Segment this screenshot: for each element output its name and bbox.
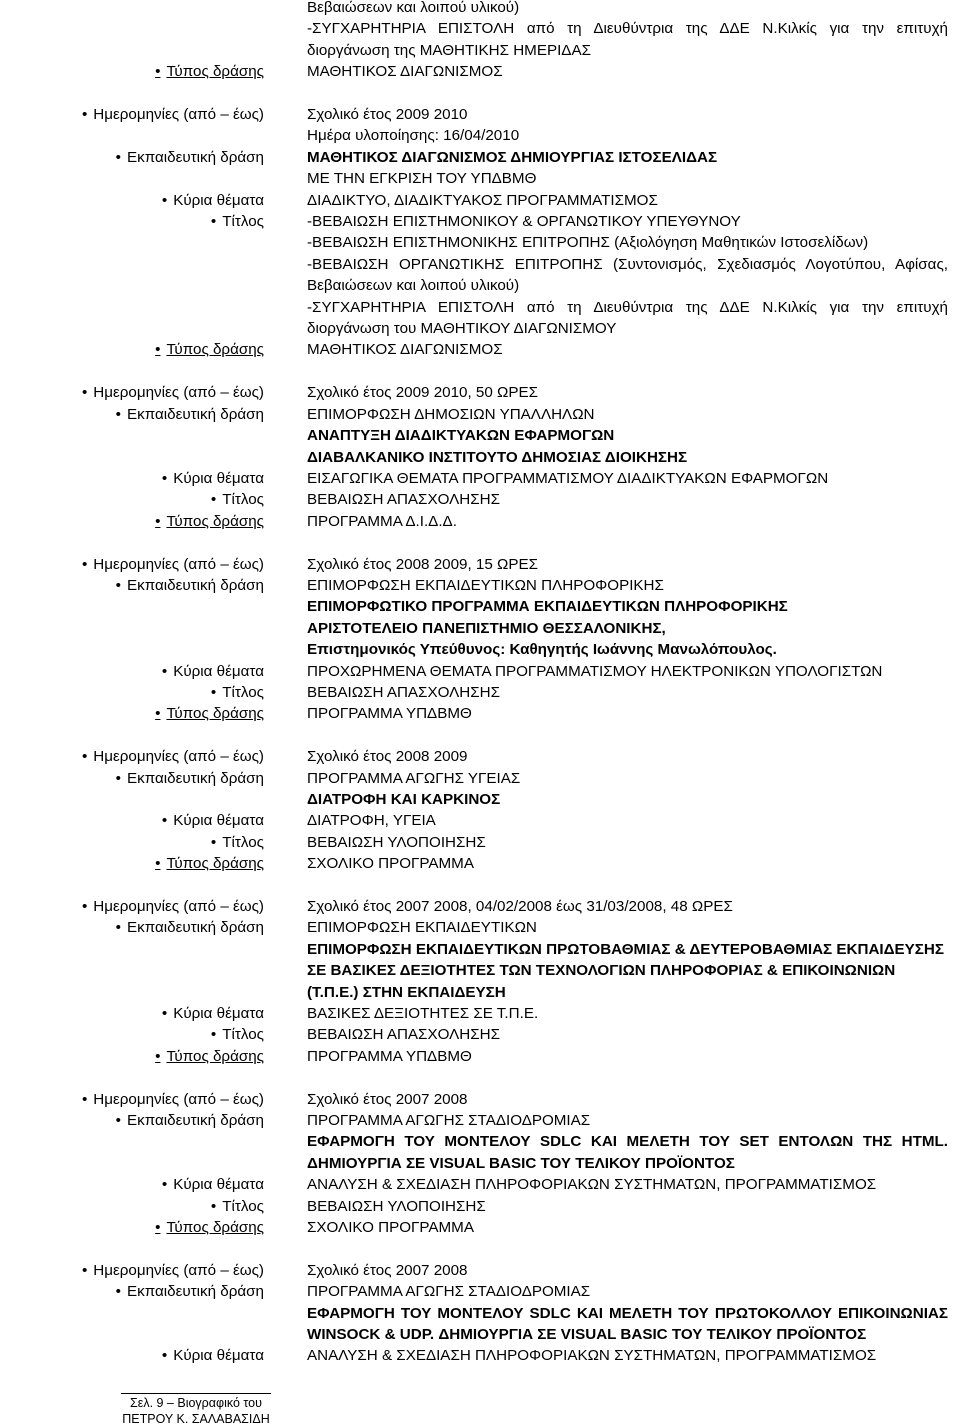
title-label: • Τίτλος: [0, 1196, 264, 1217]
entry-7-dates-value: Σχολικό έτος 2007 2008: [307, 1260, 948, 1281]
topics-label: • Κύρια θέματα: [0, 190, 264, 211]
activity-label: • Εκπαιδευτική δράση: [0, 404, 264, 425]
title-label: • Τίτλος: [0, 489, 264, 510]
activity-label: • Εκπαιδευτική δράση: [0, 917, 264, 938]
entry-5-topics: ΒΑΣΙΚΕΣ ΔΕΞΙΟΤΗΤΕΣ ΣΕ Τ.Π.Ε.: [307, 1003, 948, 1024]
entry-2-topics: ΕΙΣΑΓΩΓΙΚΑ ΘΕΜΑΤΑ ΠΡΟΓΡΑΜΜΑΤΙΣΜΟΥ ΔΙΑΔΙΚΤΥΑΚΩΝ ΕΦΑΡΜΟΓΩΝ: [307, 468, 948, 489]
entry-1-activity: ΜΑΘΗΤΙΚΟΣ ΔΙΑΓΩΝΙΣΜΟΣ ΔΗΜΙΟΥΡΓΙΑΣ ΙΣΤΟΣΕΛΙΔΑΣ: [307, 147, 948, 168]
entry-1-dates: [0, 104, 960, 125]
entry-3-dates: [0, 554, 960, 575]
dates-label: • Ημερομηνίες (από – έως): [0, 746, 264, 767]
entry-1-title-4: -ΣΥΓΧΑΡΗΤΗΡΙΑ ΕΠΙΣΤΟΛΗ από τη Διευθύντρια της ΔΔΕ Ν.Κιλκίς για την επιτυχή διοργάνωση του ΜΑΘΗΤΙΚΟΥ ΔΙΑΓΩΝΙΣΜΟΥ: [307, 297, 948, 340]
type-label: • Τύπος δράσης: [0, 61, 264, 82]
title-label: • Τίτλος: [0, 211, 264, 232]
entry-3-topics: ΠΡΟΧΩΡΗΜΕΝΑ ΘΕΜΑΤΑ ΠΡΟΓΡΑΜΜΑΤΙΣΜΟΥ ΗΛΕΚΤΡΟΝΙΚΩΝ ΥΠΟΛΟΓΙΣΤΩΝ: [307, 661, 948, 682]
activity-label: • Εκπαιδευτική δράση: [0, 147, 264, 168]
entry-6-topics: ΑΝΑΛΥΣΗ & ΣΧΕΔΙΑΣΗ ΠΛΗΡΟΦΟΡΙΑΚΩΝ ΣΥΣΤΗΜΑΤΩΝ, ΠΡΟΓΡΑΜΜΑΤΙΣΜΟΣ: [307, 1174, 948, 1195]
entry-4-activity: ΠΡΟΓΡΑΜΜΑ ΑΓΩΓΗΣ ΥΓΕΙΑΣ: [307, 768, 948, 789]
entry-1-title-3: -ΒΕΒΑΙΩΣΗ ΟΡΓΑΝΩΤΙΚΗΣ ΕΠΙΤΡΟΠΗΣ (Συντονισμός, Σχεδιασμός Λογοτύπου, Αφίσας, Βεβαιώσεων και λοιπού υλικού): [307, 254, 948, 297]
entry-3-activity-3: ΑΡΙΣΤΟΤΕΛΕΙΟ ΠΑΝΕΠΙΣΤΗΜΙΟ ΘΕΣΣΑΛΟΝΙΚΗΣ,: [307, 618, 948, 639]
top-type-value: ΜΑΘΗΤΙΚΟΣ ΔΙΑΓΩΝΙΣΜΟΣ: [307, 61, 948, 82]
entry-6-type: ΣΧΟΛΙΚΟ ΠΡΟΓΡΑΜΜΑ: [307, 1217, 948, 1238]
dates-label: • Ημερομηνίες (από – έως): [0, 554, 264, 575]
dates-label: • Ημερομηνίες (από – έως): [0, 896, 264, 917]
entry-7-topics: ΑΝΑΛΥΣΗ & ΣΧΕΔΙΑΣΗ ΠΛΗΡΟΦΟΡΙΑΚΩΝ ΣΥΣΤΗΜΑΤΩΝ, ΠΡΟΓΡΑΜΜΑΤΙΣΜΟΣ: [307, 1345, 948, 1366]
topics-label: • Κύρια θέματα: [0, 1345, 264, 1366]
entry-6-dates-value: Σχολικό έτος 2007 2008: [307, 1089, 948, 1110]
entry-2-dates-value: Σχολικό έτος 2009 2010, 50 ΩΡΕΣ: [307, 382, 948, 403]
footer-line-1: Σελ. 9 – Βιογραφικό του: [121, 1396, 271, 1412]
entry-1-title-2: -ΒΕΒΑΙΩΣΗ ΕΠΙΣΤΗΜΟΝΙΚΗΣ ΕΠΙΤΡΟΠΗΣ (Αξιολόγηση Μαθητικών Ιστοσελίδων): [307, 232, 948, 253]
entry-2-activity-3: ΔΙΑΒΑΛΚΑΝΙΚΟ ΙΝΣΤΙΤΟΥΤΟ ΔΗΜΟΣΙΑΣ ΔΙΟΙΚΗΣΗΣ: [307, 447, 948, 468]
entry-6-activity: ΠΡΟΓΡΑΜΜΑ ΑΓΩΓΗΣ ΣΤΑΔΙΟΔΡΟΜΙΑΣ: [307, 1110, 948, 1131]
title-label: • Τίτλος: [0, 832, 264, 853]
entry-5-activity-2: ΕΠΙΜΟΡΦΩΣΗ ΕΚΠΑΙΔΕΥΤΙΚΩΝ ΠΡΩΤΟΒΑΘΜΙΑΣ & ΔΕΥΤΕΡΟΒΑΘΜΙΑΣ ΕΚΠΑΙΔΕΥΣΗΣ ΣΕ ΒΑΣΙΚΕΣ ΔΕΞΙΟΤΗΤΕΣ ΤΩΝ ΤΕΧΝΟΛΟΓΙΩΝ ΠΛΗΡΟΦΟΡΙΑΣ & ΕΠΙΚΟΙΝΩΝΙΩΝ (Τ.Π.Ε.) ΣΤΗΝ ΕΚΠΑΙΔΕΥΣΗ: [307, 939, 948, 1003]
entry-7-dates: [0, 1260, 960, 1281]
entry-7-activity-2: ΕΦΑΡΜΟΓΗ ΤΟΥ ΜΟΝΤΕΛΟΥ SDLC ΚΑΙ ΜΕΛΕΤΗ ΤΟΥ ΠΡΩΤΟΚΟΛΛΟΥ ΕΠΙΚΟΙΝΩΝΙΑΣ WINSOCK & UDP. ΔΗΜΙΟΥΡΓΙΑ ΣΕ VISUAL BASIC ΤΟΥ ΤΕΛΙΚΟΥ ΠΡΟΪΟΝΤΟΣ: [307, 1303, 948, 1346]
top-line-2: -ΣΥΓΧΑΡΗΤΗΡΙΑ ΕΠΙΣΤΟΛΗ από τη Διευθύντρια της ΔΔΕ Ν.Κιλκίς για την επιτυχή διοργάνωση της ΜΑΘΗΤΙΚΗΣ ΗΜΕΡΙΔΑΣ: [307, 18, 948, 61]
entry-4-type: ΣΧΟΛΙΚΟ ΠΡΟΓΡΑΜΜΑ: [307, 853, 948, 874]
footer-line-2: ΠΕΤΡΟΥ Κ. ΣΑΛΑΒΑΣΙΔΗ: [121, 1412, 271, 1427]
page-footer: [121, 1393, 271, 1427]
entry-4-dates: [0, 746, 960, 767]
topics-label: • Κύρια θέματα: [0, 661, 264, 682]
dates-label: • Ημερομηνίες (από – έως): [0, 1260, 264, 1281]
top-line-1: Βεβαιώσεων και λοιπού υλικού): [307, 0, 948, 18]
type-label: • Τύπος δράσης: [0, 703, 264, 724]
entry-4-title: ΒΕΒΑΙΩΣΗ ΥΛΟΠΟΙΗΣΗΣ: [307, 832, 948, 853]
activity-label: • Εκπαιδευτική δράση: [0, 1110, 264, 1131]
entry-2-activity-2: ΑΝΑΠΤΥΞΗ ΔΙΑΔΙΚΤΥΑΚΩΝ ΕΦΑΡΜΟΓΩΝ: [307, 425, 948, 446]
entry-1-activity-2: ΜΕ ΤΗΝ ΕΓΚΡΙΣΗ ΤΟΥ ΥΠΔΒΜΘ: [307, 168, 948, 189]
entry-5-dates-value: Σχολικό έτος 2007 2008, 04/02/2008 έως 31/03/2008, 48 ΩΡΕΣ: [307, 896, 948, 917]
activity-label: • Εκπαιδευτική δράση: [0, 768, 264, 789]
entry-3-activity-2: ΕΠΙΜΟΡΦΩΤΙΚΟ ΠΡΟΓΡΑΜΜΑ ΕΚΠΑΙΔΕΥΤΙΚΩΝ ΠΛΗΡΟΦΟΡΙΚΗΣ: [307, 596, 948, 617]
topics-label: • Κύρια θέματα: [0, 810, 264, 831]
activity-label: • Εκπαιδευτική δράση: [0, 1281, 264, 1302]
entry-4-topics: ΔΙΑΤΡΟΦΗ, ΥΓΕΙΑ: [307, 810, 948, 831]
entry-2-dates: [0, 382, 960, 403]
entry-4-activity-2: ΔΙΑΤΡΟΦΗ ΚΑΙ ΚΑΡΚΙΝΟΣ: [307, 789, 948, 810]
dates-label: • Ημερομηνίες (από – έως): [0, 1089, 264, 1110]
entry-1-dates-value: Σχολικό έτος 2009 2010: [307, 104, 948, 125]
entry-5-dates: [0, 896, 960, 917]
top-continuation: [0, 0, 960, 18]
entry-3-title: ΒΕΒΑΙΩΣΗ ΑΠΑΣΧΟΛΗΣΗΣ: [307, 682, 948, 703]
title-label: • Τίτλος: [0, 682, 264, 703]
type-label: • Τύπος δράσης: [0, 339, 264, 360]
entry-6-dates: [0, 1089, 960, 1110]
entry-1-dates-value-2: Ημέρα υλοποίησης: 16/04/2010: [307, 125, 948, 146]
entry-3-activity: ΕΠΙΜΟΡΦΩΣΗ ΕΚΠΑΙΔΕΥΤΙΚΩΝ ΠΛΗΡΟΦΟΡΙΚΗΣ: [307, 575, 948, 596]
type-label: • Τύπος δράσης: [0, 853, 264, 874]
entry-3-dates-value: Σχολικό έτος 2008 2009, 15 ΩΡΕΣ: [307, 554, 948, 575]
title-label: • Τίτλος: [0, 1024, 264, 1045]
entry-2-type: ΠΡΟΓΡΑΜΜΑ Δ.Ι.Δ.Δ.: [307, 511, 948, 532]
entry-5-title: ΒΕΒΑΙΩΣΗ ΑΠΑΣΧΟΛΗΣΗΣ: [307, 1024, 948, 1045]
topics-label: • Κύρια θέματα: [0, 468, 264, 489]
dates-label: • Ημερομηνίες (από – έως): [0, 382, 264, 403]
entry-6-title: ΒΕΒΑΙΩΣΗ ΥΛΟΠΟΙΗΣΗΣ: [307, 1196, 948, 1217]
entry-7-activity: ΠΡΟΓΡΑΜΜΑ ΑΓΩΓΗΣ ΣΤΑΔΙΟΔΡΟΜΙΑΣ: [307, 1281, 948, 1302]
topics-label: • Κύρια θέματα: [0, 1174, 264, 1195]
topics-label: • Κύρια θέματα: [0, 1003, 264, 1024]
type-label: • Τύπος δράσης: [0, 1217, 264, 1238]
entry-2-activity: ΕΠΙΜΟΡΦΩΣΗ ΔΗΜΟΣΙΩΝ ΥΠΑΛΛΗΛΩΝ: [307, 404, 948, 425]
entry-1-title-1: -ΒΕΒΑΙΩΣΗ ΕΠΙΣΤΗΜΟΝΙΚΟΥ & ΟΡΓΑΝΩΤΙΚΟΥ ΥΠΕΥΘΥΝΟΥ: [307, 211, 948, 232]
entry-5-type: ΠΡΟΓΡΑΜΜΑ ΥΠΔΒΜΘ: [307, 1046, 948, 1067]
activity-label: • Εκπαιδευτική δράση: [0, 575, 264, 596]
entry-4-dates-value: Σχολικό έτος 2008 2009: [307, 746, 948, 767]
entry-1-topics: ΔΙΑΔΙΚΤΥΟ, ΔΙΑΔΙΚΤΥΑΚΟΣ ΠΡΟΓΡΑΜΜΑΤΙΣΜΟΣ: [307, 190, 948, 211]
entry-1-type: ΜΑΘΗΤΙΚΟΣ ΔΙΑΓΩΝΙΣΜΟΣ: [307, 339, 948, 360]
entry-6-activity-2: ΕΦΑΡΜΟΓΗ ΤΟΥ ΜΟΝΤΕΛΟΥ SDLC ΚΑΙ ΜΕΛΕΤΗ ΤΟΥ SET ΕΝΤΟΛΩΝ ΤΗΣ HTML. ΔΗΜΙΟΥΡΓΙΑ ΣΕ VISUAL BASIC ΤΟΥ ΤΕΛΙΚΟΥ ΠΡΟΪΟΝΤΟΣ: [307, 1131, 948, 1174]
entry-3-type: ΠΡΟΓΡΑΜΜΑ ΥΠΔΒΜΘ: [307, 703, 948, 724]
entry-2-title: ΒΕΒΑΙΩΣΗ ΑΠΑΣΧΟΛΗΣΗΣ: [307, 489, 948, 510]
type-label: • Τύπος δράσης: [0, 1046, 264, 1067]
dates-label: • Ημερομηνίες (από – έως): [0, 104, 264, 125]
entry-3-activity-4: Επιστημονικός Υπεύθυνος: Καθηγητής Ιωάννης Μανωλόπουλος.: [307, 639, 948, 660]
entry-5-activity: ΕΠΙΜΟΡΦΩΣΗ ΕΚΠΑΙΔΕΥΤΙΚΩΝ: [307, 917, 948, 938]
type-label: • Τύπος δράσης: [0, 511, 264, 532]
